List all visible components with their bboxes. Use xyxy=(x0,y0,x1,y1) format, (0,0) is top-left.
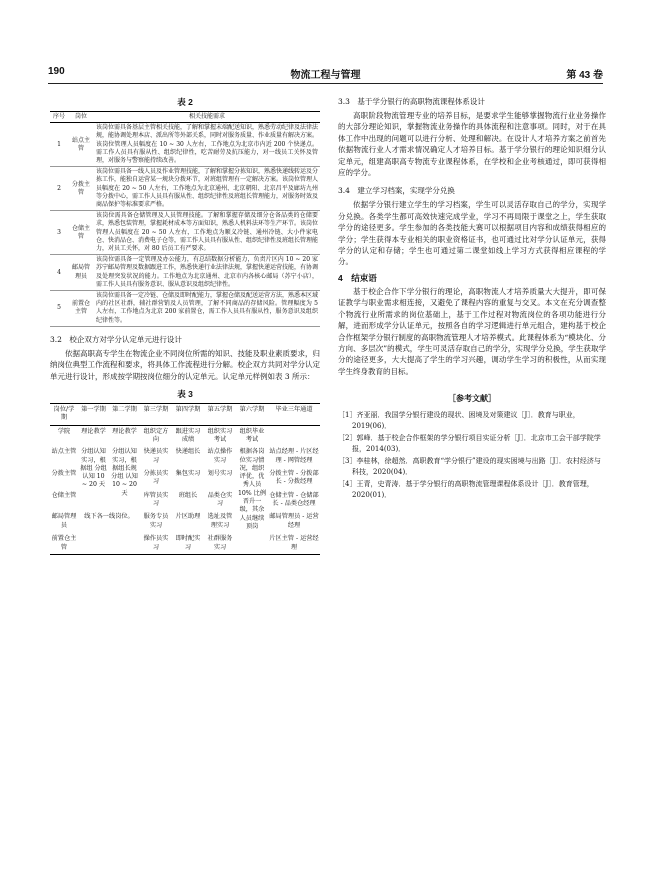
table3-span-sem2-lower: 线下各一线岗位。 xyxy=(84,513,134,521)
section-4-paragraph: 基于校企合作下学分银行的理论，高职物流人才培养质量大大提升，即可保证教学与职业需求相连接，又避免了课程内容的重复与交叉。本文在充分调查整个物流行业所需求的岗位基础上，基于工作过程对物流岗位的各项功能进行分解，进而形成学分认证单元，按照各自的学习逻辑进行单元组合，建构基于校企合作框架学分银行制度的高职物流管理人才培养模式。此课程体系为“模块化、分方向、多层次”的模式，学生可灵活存取自己的学分，实现学分兑换，学生获取学分的途径更多，大大提高了学生的学习兴趣，调动学生学习的积极性，从而实现学生终身教育的目标。 xyxy=(338,286,606,376)
table2-cell-requirement: 该岗位需具备一线人员及作业管理技能，了解和掌握分拣知识，熟悉快递线转运及分拣工作，能独自运营某一规块分拨环节，对班组管理有一定解决方案。该岗位管理人员幅度在 20 ~ 50 人左右，工作地点为北京通州、北京朝阳、北京昌平及廊坊九州等分拨中心，需工作人员具有服从性、组织纪律性及班组长管理能力，对服务时效及商品保护等标准要求严格。 xyxy=(94,167,320,211)
table3-span-sem1: 分组认知实习，根据组 分组 认知 10 ~ 20 天 xyxy=(80,448,107,489)
table2-cell-no: 2 xyxy=(50,167,68,211)
table3-caption: 表 3 xyxy=(177,389,193,400)
table3-cell: 组织毕业考试 xyxy=(239,427,265,443)
section-3-2-paragraph: 依据高职高专学生在物流企业不同岗位所需的知识、技能及职业素质要求，归纳岗位典型工作流程和要求，将具体工作流程进行分解。校企双方共同对学分认定单元进行设计，形成按学期按岗位细分的认定单元。认定单元样例如表 3 所示： xyxy=(50,348,320,381)
table2 xyxy=(50,111,320,327)
section-3-3-paragraph: 高职阶段物流管理专业的培养目标，是要求学生能够掌握物流行业业务操作的大部分理论知识，掌握物流业务操作的具体流程和注意事项。同时，对于在具体工作中出现的问题可以进行分析、处理和解决。在设计人才培养方案之前首先依据物流行业人才需求情况确定人才培养目标。基于学分银行的理论知识细分认定单元，组建高职高专物流专业课程体系，在学校和企业考核通过，即可获得相应的学分。 xyxy=(338,111,606,178)
reference-item: ［2］郭峰．基于校企合作框架的学分银行项目实证分析［J］．北京市工会干部学院学报，2014(03)． xyxy=(338,434,601,454)
table2-cell-no: 1 xyxy=(50,123,68,167)
reference-item: ［3］李桂林，徐超然．高职教育“学分银行”建设的现实困境与出路［J］．农村经济与科技，2020(04)． xyxy=(338,457,601,477)
table3-col-sem4: 第四学期 xyxy=(172,404,204,426)
table3-cell: 邮局管理员 - 运营经理 xyxy=(269,513,319,529)
table3-col-sem1: 第一学期 xyxy=(78,404,109,426)
table-row xyxy=(50,255,320,291)
table2-cell-requirement: 该岗位需具备仓储管理及人员管理技能。了解和掌握存储及细分仓备品类的仓储要求，熟悉包装管理，掌握耗材成本等方面知识，熟悉人机料法环等生产环节。该岗位管理人员幅度在 20 ~ 50 人左右，工作地点为顺义冷链、通州冷链、大小件家电仓、快消品仓、消费电子仓等，需工作人员具有服从性、组织纪律性及班组长管理能力，对员工关怀，对 80 后员工有严要求。 xyxy=(94,211,320,255)
table3-cell: 学院 xyxy=(57,427,71,435)
table-row xyxy=(50,446,320,468)
reference-item: ［4］王青，史青涛．基于学分银行的高职物流管理课程体系设计［J］．教育管理，2020(01)． xyxy=(338,480,594,500)
table3-cell: 理论教学 xyxy=(81,427,106,435)
table3-cell: 片区主管 - 运营经理 xyxy=(269,535,319,551)
table3-col-sem2: 第二学期 xyxy=(109,404,140,426)
table3-col-sem5: 第五学期 xyxy=(204,404,236,426)
journal-title: 物流工程与管理 xyxy=(290,70,361,81)
table2-cell-position: 仓储主管 xyxy=(68,211,94,255)
page-number: 190 xyxy=(48,66,65,77)
table3-cell: 片区助理 xyxy=(175,513,201,521)
table3-cell: 班组长 xyxy=(178,491,198,499)
table3-cell: 组织实习考试 xyxy=(207,427,233,443)
table3-cell: 库管员实习 xyxy=(143,491,169,508)
right-column xyxy=(338,96,606,502)
table2-cell-position: 邮局管理员 xyxy=(68,255,94,291)
table3-cell: 选址及管理实习 xyxy=(207,513,233,529)
table3-cell: 组织定方向 xyxy=(143,427,169,443)
table3-cell: 快递组长 xyxy=(175,448,201,456)
table3-cell: 前置仓主管 xyxy=(51,535,77,551)
table3-span-sem2: 分组认知实习，根据组长规 分组 认知 10 ~ 20 天 xyxy=(111,448,138,497)
table3-cell: 仓储主管 - 仓储部长 - 品类仓经理 xyxy=(269,491,319,508)
table3-cell xyxy=(268,425,320,446)
section-3-4-paragraph: 依据学分银行建立学生的学习档案，学生可以灵活存取自己的学分，实现学分兑换。各类学生都可高效快速完成学业，学习不再局限于课堂之上，学生获取学分的途径更多。学生参加的各类技能大赛可以根据项目内容和成绩获得相应的学分；学生获得本专业相关的职业资格证书，也可通过比对学分认证单元，获得学分的认定和存储；学生也可通过第二课堂如线上学习方式获得相应课程的学分。 xyxy=(338,200,606,267)
table3-cell: 快递员实习 xyxy=(143,448,169,464)
table-row xyxy=(50,167,320,211)
table3 xyxy=(50,403,320,555)
table3-col-sem3: 第三学期 xyxy=(140,404,172,426)
table3-header-row xyxy=(50,404,320,426)
references-title: ［参考文献］ xyxy=(448,393,496,404)
section-4-title: 4 结束语 xyxy=(338,272,377,283)
page-header xyxy=(48,66,603,82)
table3-cell: 划号实习 xyxy=(207,470,233,478)
table3-cell: 站点主管 xyxy=(51,448,77,456)
table2-cell-position: 前置仓主管 xyxy=(68,291,94,327)
table-row xyxy=(50,211,320,255)
table2-cell-requirement: 该岗位需具备一定冷链、仓储及即时配能力，掌握仓储及配送运营方法，熟悉本区域内的社区社群，辅社群营销及人员管理，了解不同商品的存储风险。管理幅度为 5 人左右，工作地点为北京 200 家前置仓，需工作人员具有服从性，服务意识及组织纪律性等。 xyxy=(94,291,320,327)
table2-cell-requirement: 该岗位需具备一定管理及办公能力，有总结数据分析能力，负责片区内 10 ~ 20 家苏宁邮局管理及数据跟进工作，熟悉快递行业法律法规，掌握快递运营技能，有协调及处理突发状况的能力。工作地点为北京通州、北京市内各核心邮局（苏宁小店），需工作人员具有服务意识、服从意识及组织纪律性。 xyxy=(94,255,320,291)
table3-cell: 分拣员实习 xyxy=(143,470,169,486)
table3-cell: 社群服务实习 xyxy=(207,535,233,551)
table3-cell: 即时配实习 xyxy=(175,535,201,551)
table3-cell: 跟进实习成绩 xyxy=(175,427,201,443)
table3-cell: 品类仓实习 xyxy=(207,491,233,508)
table3-col-position: 岗位/学期 xyxy=(50,404,78,426)
table3-cell xyxy=(78,533,109,554)
table2-col-requirement: 相关技能需求 xyxy=(94,112,320,123)
table3-cell: 集包实习 xyxy=(175,470,201,478)
table3-cell: 服务专员实习 xyxy=(143,513,169,529)
table2-cell-no: 3 xyxy=(50,211,68,255)
table3-span-sem6: 根据各岗位实习情况，组织评优，优秀人员 10% 比例晋升一级，其余人员继续顶岗 xyxy=(237,448,267,530)
table2-cell-position: 站点主管 xyxy=(68,123,94,167)
table3-col-sem6: 第六学期 xyxy=(236,404,268,426)
section-3-4-title: 3.4 建立学习档案，实现学分兑换 xyxy=(338,186,455,196)
reference-item: ［1］齐亚丽．我国学分银行建设的现状、困境及对策建议［J］．教育与职业，2019(06)． xyxy=(338,411,580,431)
table3-cell: 分拨主管 xyxy=(51,470,77,478)
table-row xyxy=(50,533,320,554)
table3-cell: 仓储主管 xyxy=(51,491,77,499)
table-row xyxy=(50,123,320,167)
volume-label: 第 43 卷 xyxy=(566,70,603,81)
table-row xyxy=(50,511,320,533)
table3-col-career: 毕业三年通道 xyxy=(268,404,320,426)
section-3-3-title: 3.3 基于学分银行的高职物流课程体系设计 xyxy=(338,97,485,106)
table2-cell-no: 5 xyxy=(50,291,68,327)
table3-cell: 站点操作实习 xyxy=(207,448,233,464)
left-column xyxy=(50,96,320,555)
section-3-2-title: 3.2 校企双方对学分认定单元进行设计 xyxy=(50,334,182,344)
table-row xyxy=(50,425,320,446)
table2-caption: 表 2 xyxy=(177,97,193,107)
table3-cell: 理论教学 xyxy=(112,427,137,435)
table2-col-no: 序号 xyxy=(50,112,68,123)
table3-cell: 分拨主管 - 分拨部长 - 分拨经理 xyxy=(269,470,319,486)
table2-col-position: 岗位 xyxy=(68,112,94,123)
table2-cell-no: 4 xyxy=(50,255,68,291)
table3-cell: 站点经理 - 片区经理 - 网管经理 xyxy=(269,448,319,464)
table2-header-row xyxy=(50,112,320,123)
table3-cell: 操作员实习 xyxy=(143,535,169,551)
table2-cell-requirement: 该岗位需具备基层主管相关技能，了解和掌握末端配送知识，熟悉劳动纪律及法律法规，能协调处理本店、派出所等外部关系，同时对服务质量、作业质量有解决方案。该岗位管理人员幅度在 10 ~ 30 人左右，工作地点为北京市内近 200 个快递点。需工作人员具有服从性、组织纪律性，吃苦耐劳及抗压能力，对一线员工关怀及管理，对服务与警察能持续改善。 xyxy=(94,123,320,167)
table3-cell: 邮局管理员 xyxy=(51,513,77,529)
table2-cell-position: 分拨主管 xyxy=(68,167,94,211)
table-row xyxy=(50,291,320,327)
header-rule xyxy=(48,83,603,84)
table3-cell xyxy=(236,533,268,554)
table3-cell xyxy=(109,533,140,554)
